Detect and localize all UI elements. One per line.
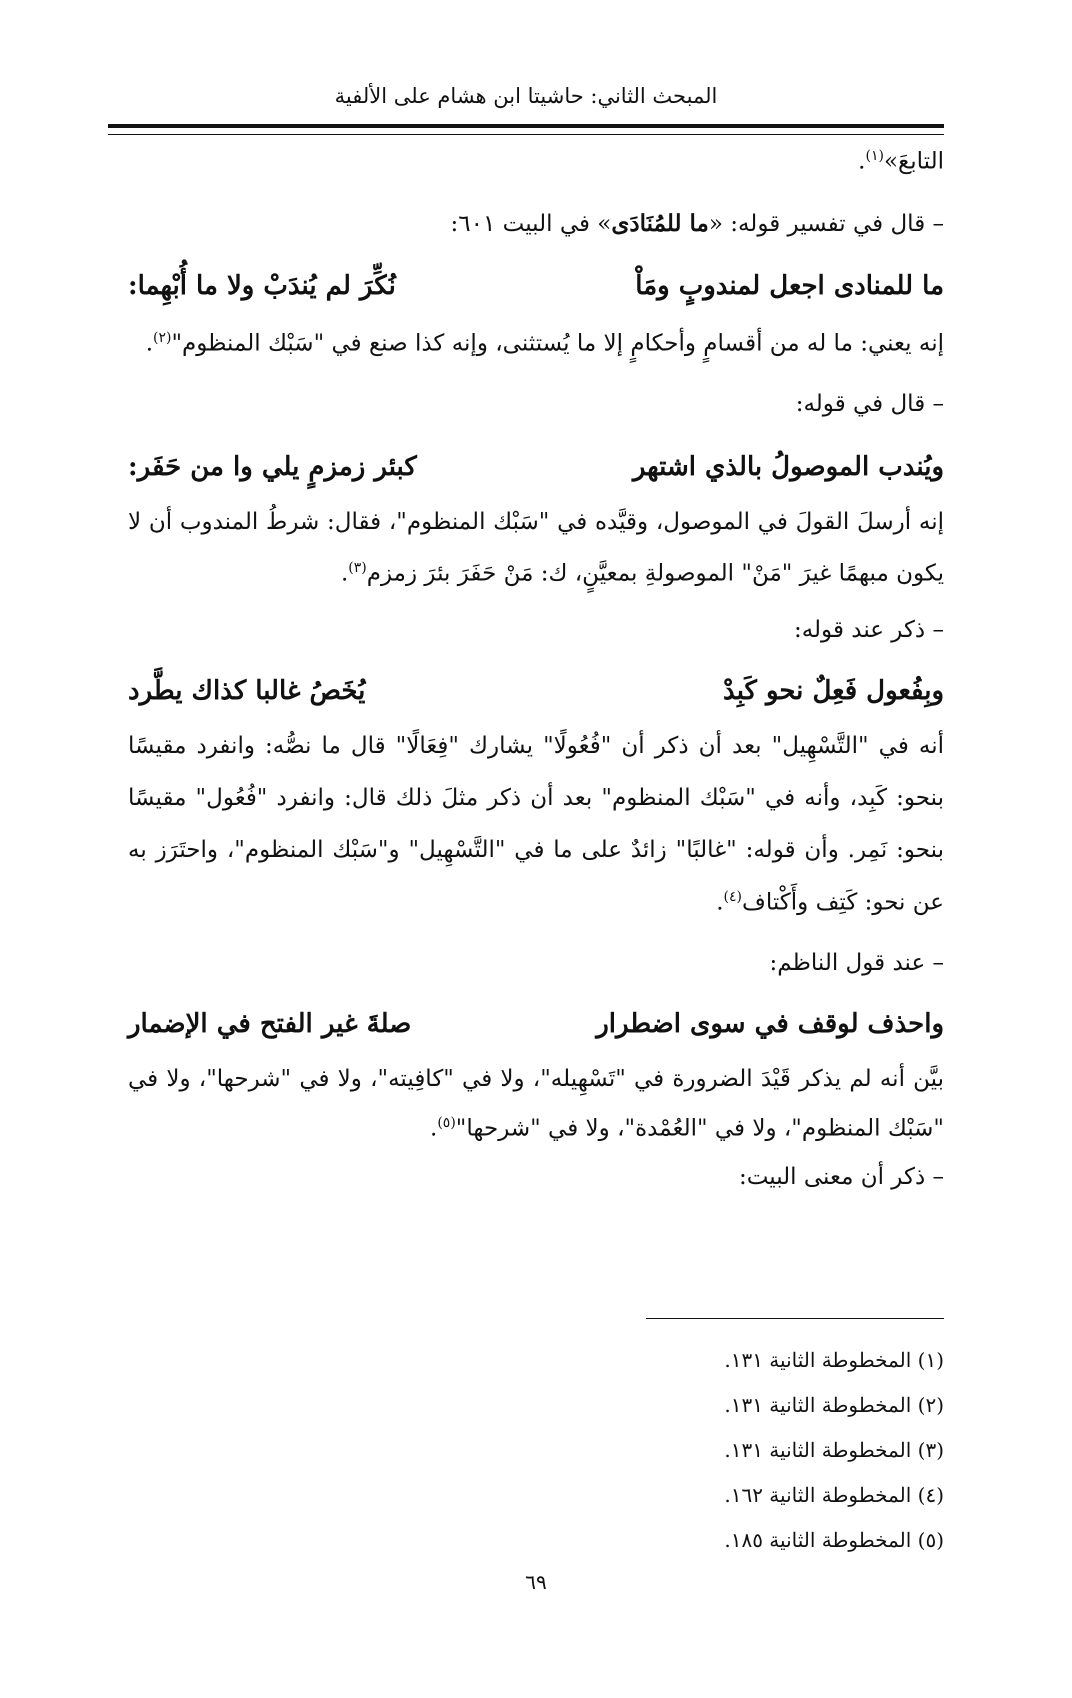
verse-4-hemistich-1: واحذف لوقف في سوى اضطرار <box>596 1009 944 1039</box>
footnote-ref-2[interactable]: (٢) <box>153 330 172 346</box>
footnote-1: (١) المخطوطة الثانية ١٣١. <box>724 1348 944 1372</box>
text-line-15: – ذكر أن معنى البيت: <box>738 1164 944 1190</box>
footnote-ref-1[interactable]: (١) <box>865 148 884 164</box>
verse-2 <box>128 452 944 483</box>
text-line-5: إنه أرسلَ القولَ في الموصول، وقيَّده في "سَبْك المنظوم"، فقال: شرطُ المندوب أن لا <box>128 509 944 535</box>
verse-2-hemistich-2: كبئر زمزمٍ يلي وا من حَفَر: <box>128 452 417 482</box>
footnote-ref-3[interactable]: (٣) <box>348 560 367 576</box>
text-line-9: بنحو: كَبِد، وأنه في "سَبْك المنظوم" بعد أن ذكر مثلَ ذلك قال: وانفرد "فُعُول" مقيسًا <box>128 785 944 811</box>
text-line-10: بنحو: نَمِر. وأن قوله: "غالبًا" زائدٌ على ما في "التَّسْهِيل" و"سَبْك المنظوم"، واحتَرَز به <box>128 837 944 863</box>
text-line-7: – ذكر عند قوله: <box>793 617 944 643</box>
header-rule-thin <box>108 134 944 135</box>
verse-3-hemistich-1: وبِفُعول فَعِلٌ نحو كَبِدْ <box>723 676 944 706</box>
text-line-13: بيَّن أنه لم يذكر قَيْدَ الضرورة في "تَسْهِيله"، ولا في "كافِيته"، ولا في "شرحها"، ولا في <box>128 1066 944 1092</box>
quoted-term: ما للمُنَادَى <box>611 210 709 237</box>
text-line-8: أنه في "التَّسْهِيل" بعد أن ذكر أن "فُعُولًا" يشارك "فِعَالًا" قال ما نصُّه: وانفرد مقيسًا <box>128 733 944 759</box>
verse-2-hemistich-1: ويُندب الموصولُ بالذي اشتهر <box>632 452 944 482</box>
running-header: المبحث الثاني: حاشيتا ابن هشام على الألفية <box>334 84 718 108</box>
verse-4 <box>128 1009 944 1040</box>
text-line-1: التابعَ»$^{(١)}$. <box>858 148 944 175</box>
text-line-3: إنه يعني: ما له من أقسامٍ وأحكامٍ إلا ما يُستثنى، وإنه كذا صنع في "سَبْك المنظوم"$^{(٢)}$. <box>145 330 944 357</box>
footnote-ref-4[interactable]: (٤) <box>723 889 743 905</box>
text-line-11: عن نحو: كَتِف وأَكْتاف$^{(٤)}$. <box>716 889 944 916</box>
footnote-ref-5[interactable]: (٥) <box>437 1115 456 1131</box>
header-rule-thick <box>108 124 944 128</box>
footnote-5: (٥) المخطوطة الثانية ١٨٥. <box>724 1528 944 1552</box>
footnote-separator <box>646 1318 944 1319</box>
verse-1-hemistich-1: ما للمنادى اجعل لمندوبٍ ومَاْ <box>635 271 944 301</box>
verse-4-hemistich-2: صلةَ غير الفتح في الإضمار <box>128 1009 412 1039</box>
text-line-6: يكون مبهمًا غيرَ "مَنْ" الموصولةِ بمعيَّنٍ، ك: مَنْ حَفَرَ بئرَ زمزم$^{(٣)}$. <box>340 560 944 587</box>
verse-1 <box>128 271 944 302</box>
footnote-3: (٣) المخطوطة الثانية ١٣١. <box>724 1438 944 1462</box>
footnote-4: (٤) المخطوطة الثانية ١٦٢. <box>724 1483 944 1507</box>
footnote-2: (٢) المخطوطة الثانية ١٣١. <box>724 1393 944 1417</box>
text-line-4: – قال في قوله: <box>795 391 944 417</box>
text-line-14: "سَبْك المنظوم"، ولا في "العُمْدة"، ولا في "شرحها"$^{(٥)}$. <box>430 1115 944 1142</box>
verse-3 <box>128 676 944 707</box>
verse-1-hemistich-2: نُكِّرَ لم يُندَبْ ولا ما أُبْهِما: <box>128 271 396 301</box>
text-line-12: – عند قول الناظم: <box>769 950 944 976</box>
text-line-2: – قال في تفسير قوله: «ما للمُنَادَى» في البيت ٦٠١: <box>450 210 944 237</box>
verse-3-hemistich-2: يُخَصُ غالبا كذاك يطَّرد <box>128 676 366 706</box>
page-number: ٦٩ <box>525 1570 547 1594</box>
